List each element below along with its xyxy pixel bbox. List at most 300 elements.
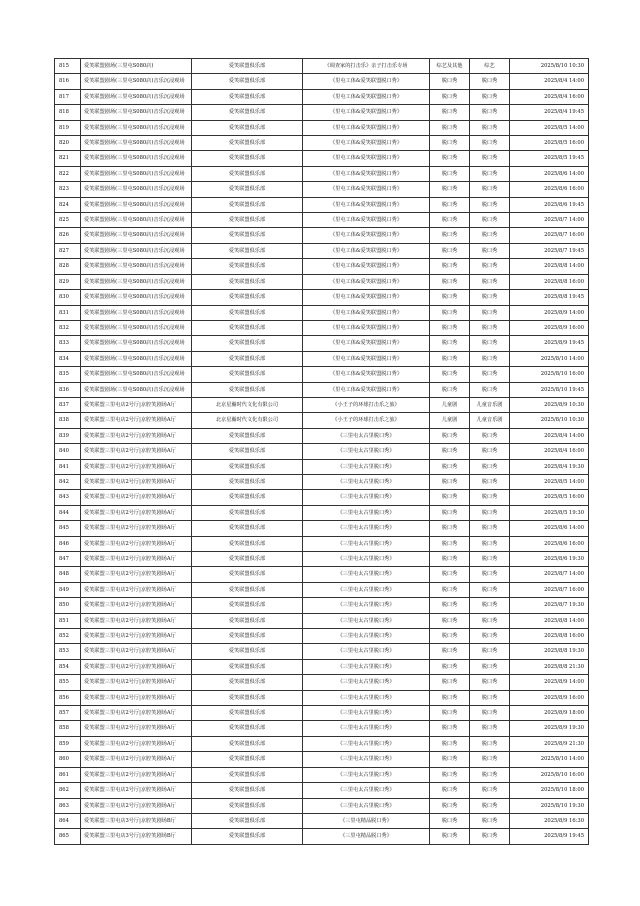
schedule-table (54, 58, 589, 845)
showtime-cell: 2025/8/10 16:00 (510, 367, 589, 382)
show-title-cell: 《里屯工体&爱笑联盟脱口秀》 (303, 259, 430, 274)
show-title-cell: 《三里屯太古里脱口秀》 (303, 629, 430, 644)
category-cell: 脱口秀 (430, 459, 470, 474)
show-title-cell: 《里屯工体&爱笑联盟脱口秀》 (303, 243, 430, 258)
row-number: 842 (55, 474, 81, 489)
row-number: 846 (55, 536, 81, 551)
table-row (55, 367, 589, 382)
subcategory-cell: 综艺 (470, 59, 510, 74)
showtime-cell: 2025/8/6 16:00 (510, 536, 589, 551)
organizer-cell: 爱笑联盟俱乐部 (192, 182, 303, 197)
category-cell: 脱口秀 (430, 629, 470, 644)
organizer-cell: 爱笑联盟俱乐部 (192, 505, 303, 520)
organizer-cell: 爱笑联盟俱乐部 (192, 243, 303, 258)
subcategory-cell: 脱口秀 (470, 521, 510, 536)
organizer-cell: 爱笑联盟俱乐部 (192, 213, 303, 228)
organizer-cell: 爱笑联盟俱乐部 (192, 274, 303, 289)
organizer-cell: 爱笑联盟俱乐部 (192, 120, 303, 135)
venue-cell: 爱笑联盟剧场(三里屯S080店)音乐沉浸观场 (81, 382, 192, 397)
row-number: 829 (55, 274, 81, 289)
showtime-cell: 2025/8/8 14:00 (510, 613, 589, 628)
table-row (55, 120, 589, 135)
venue-cell: 爱笑联盟三里屯店2号厅|京腔笑剧场A厅 (81, 552, 192, 567)
showtime-cell: 2025/8/10 18:00 (510, 783, 589, 798)
showtime-cell: 2025/8/8 19:45 (510, 290, 589, 305)
venue-cell: 爱笑联盟三里屯店2号厅|京腔笑剧场A厅 (81, 428, 192, 443)
table-row (55, 829, 589, 844)
row-number: 818 (55, 105, 81, 120)
category-cell: 脱口秀 (430, 320, 470, 335)
row-number: 851 (55, 613, 81, 628)
venue-cell: 爱笑联盟三里屯店2号厅|京腔笑剧场A厅 (81, 490, 192, 505)
table-row (55, 89, 589, 104)
showtime-cell: 2025/8/9 16:30 (510, 813, 589, 828)
row-number: 843 (55, 490, 81, 505)
show-title-cell: 《三里屯太古里脱口秀》 (303, 613, 430, 628)
showtime-cell: 2025/8/5 16:00 (510, 490, 589, 505)
organizer-cell: 爱笑联盟俱乐部 (192, 336, 303, 351)
category-cell: 脱口秀 (430, 74, 470, 89)
show-title-cell: 《里屯工体&爱笑联盟脱口秀》 (303, 74, 430, 89)
table-row (55, 521, 589, 536)
subcategory-cell: 脱口秀 (470, 336, 510, 351)
row-number: 827 (55, 243, 81, 258)
category-cell: 脱口秀 (430, 567, 470, 582)
category-cell: 脱口秀 (430, 644, 470, 659)
category-cell: 脱口秀 (430, 798, 470, 813)
showtime-cell: 2025/8/5 19:30 (510, 505, 589, 520)
row-number: 852 (55, 629, 81, 644)
organizer-cell: 爱笑联盟俱乐部 (192, 813, 303, 828)
venue-cell: 爱笑联盟剧场(三里屯S080店)音乐沉浸观场 (81, 243, 192, 258)
row-number: 822 (55, 166, 81, 181)
table-row (55, 397, 589, 412)
venue-cell: 爱笑联盟三里屯店2号厅|京腔笑剧场A厅 (81, 721, 192, 736)
organizer-cell: 爱笑联盟俱乐部 (192, 151, 303, 166)
organizer-cell: 爱笑联盟俱乐部 (192, 166, 303, 181)
subcategory-cell: 脱口秀 (470, 166, 510, 181)
showtime-cell: 2025/8/9 14:00 (510, 305, 589, 320)
showtime-cell: 2025/8/9 19:45 (510, 829, 589, 844)
row-number: 815 (55, 59, 81, 74)
showtime-cell: 2025/8/5 14:00 (510, 120, 589, 135)
organizer-cell: 爱笑联盟俱乐部 (192, 105, 303, 120)
organizer-cell: 爱笑联盟俱乐部 (192, 721, 303, 736)
row-number: 863 (55, 798, 81, 813)
showtime-cell: 2025/8/9 19:30 (510, 721, 589, 736)
organizer-cell: 爱笑联盟俱乐部 (192, 74, 303, 89)
category-cell: 儿童剧 (430, 413, 470, 428)
showtime-cell: 2025/8/4 19:45 (510, 105, 589, 120)
row-number: 861 (55, 767, 81, 782)
subcategory-cell: 脱口秀 (470, 444, 510, 459)
subcategory-cell: 脱口秀 (470, 505, 510, 520)
row-number: 859 (55, 736, 81, 751)
table-row (55, 166, 589, 181)
table-row (55, 552, 589, 567)
showtime-cell: 2025/8/9 14:00 (510, 675, 589, 690)
venue-cell: 爱笑联盟剧场(三里屯S080店)音乐沉浸观场 (81, 120, 192, 135)
subcategory-cell: 脱口秀 (470, 151, 510, 166)
venue-cell: 爱笑联盟剧场(三里屯S080店)音乐沉浸观场 (81, 228, 192, 243)
subcategory-cell: 脱口秀 (470, 120, 510, 135)
category-cell: 脱口秀 (430, 767, 470, 782)
organizer-cell: 爱笑联盟俱乐部 (192, 351, 303, 366)
table-row (55, 474, 589, 489)
show-title-cell: 《里屯工体&爱笑联盟脱口秀》 (303, 290, 430, 305)
subcategory-cell: 脱口秀 (470, 274, 510, 289)
table-row (55, 813, 589, 828)
show-title-cell: 《三里屯太古里脱口秀》 (303, 474, 430, 489)
subcategory-cell: 脱口秀 (470, 613, 510, 628)
organizer-cell: 爱笑联盟俱乐部 (192, 613, 303, 628)
subcategory-cell: 脱口秀 (470, 629, 510, 644)
row-number: 848 (55, 567, 81, 582)
subcategory-cell: 脱口秀 (470, 367, 510, 382)
showtime-cell: 2025/8/9 21:30 (510, 736, 589, 751)
show-title-cell: 《里屯工体&爱笑联盟脱口秀》 (303, 274, 430, 289)
show-title-cell: 《里屯工体&爱笑联盟脱口秀》 (303, 197, 430, 212)
category-cell: 综艺及其他 (430, 59, 470, 74)
organizer-cell: 爱笑联盟俱乐部 (192, 459, 303, 474)
organizer-cell: 爱笑联盟俱乐部 (192, 767, 303, 782)
show-title-cell: 《里屯工体&爱笑联盟脱口秀》 (303, 228, 430, 243)
show-title-cell: 《调查家的打击乐》亲子打击乐专场 (303, 59, 430, 74)
row-number: 834 (55, 351, 81, 366)
venue-cell: 爱笑联盟三里屯店2号厅|京腔笑剧场A厅 (81, 767, 192, 782)
show-title-cell: 《三里屯太古里脱口秀》 (303, 552, 430, 567)
venue-cell: 爱笑联盟剧场(三里屯S080店)音乐沉浸观场 (81, 213, 192, 228)
show-title-cell: 《里屯工体&爱笑联盟脱口秀》 (303, 382, 430, 397)
row-number: 845 (55, 521, 81, 536)
row-number: 832 (55, 320, 81, 335)
row-number: 855 (55, 675, 81, 690)
subcategory-cell: 脱口秀 (470, 721, 510, 736)
row-number: 839 (55, 428, 81, 443)
category-cell: 脱口秀 (430, 783, 470, 798)
category-cell: 脱口秀 (430, 721, 470, 736)
venue-cell: 爱笑联盟剧场(三里屯S080店)音乐沉浸观场 (81, 74, 192, 89)
organizer-cell: 爱笑联盟俱乐部 (192, 675, 303, 690)
organizer-cell: 爱笑联盟俱乐部 (192, 428, 303, 443)
organizer-cell: 爱笑联盟俱乐部 (192, 290, 303, 305)
subcategory-cell: 脱口秀 (470, 197, 510, 212)
table-row (55, 382, 589, 397)
show-title-cell: 《三里屯太古里脱口秀》 (303, 706, 430, 721)
showtime-cell: 2025/8/4 16:00 (510, 444, 589, 459)
venue-cell: 爱笑联盟剧场(三里屯S080店)音乐沉浸观场 (81, 259, 192, 274)
venue-cell: 爱笑联盟三里屯店2号厅|京腔笑剧场A厅 (81, 783, 192, 798)
category-cell: 脱口秀 (430, 736, 470, 751)
table-row (55, 74, 589, 89)
showtime-cell: 2025/8/6 14:00 (510, 521, 589, 536)
venue-cell: 爱笑联盟剧场(三里屯S080店)音乐沉浸观场 (81, 197, 192, 212)
showtime-cell: 2025/8/9 16:00 (510, 690, 589, 705)
venue-cell: 爱笑联盟剧场(三里屯S080店)音乐沉浸观场 (81, 136, 192, 151)
venue-cell: 爱笑联盟剧场(三里屯S080店)音乐沉浸观场 (81, 274, 192, 289)
category-cell: 脱口秀 (430, 243, 470, 258)
row-number: 819 (55, 120, 81, 135)
showtime-cell: 2025/8/10 14:00 (510, 752, 589, 767)
show-title-cell: 《三里屯太古里脱口秀》 (303, 598, 430, 613)
category-cell: 脱口秀 (430, 490, 470, 505)
showtime-cell: 2025/8/9 16:00 (510, 320, 589, 335)
showtime-cell: 2025/8/6 19:45 (510, 197, 589, 212)
category-cell: 脱口秀 (430, 444, 470, 459)
subcategory-cell: 脱口秀 (470, 459, 510, 474)
row-number: 823 (55, 182, 81, 197)
show-title-cell: 《小王子的环球打击乐之旅》 (303, 413, 430, 428)
showtime-cell: 2025/8/10 16:00 (510, 767, 589, 782)
subcategory-cell: 脱口秀 (470, 351, 510, 366)
row-number: 849 (55, 582, 81, 597)
organizer-cell: 爱笑联盟俱乐部 (192, 582, 303, 597)
subcategory-cell: 脱口秀 (470, 706, 510, 721)
subcategory-cell: 脱口秀 (470, 213, 510, 228)
subcategory-cell: 脱口秀 (470, 243, 510, 258)
show-title-cell: 《三里屯太古里脱口秀》 (303, 675, 430, 690)
show-title-cell: 《三里屯太古里脱口秀》 (303, 521, 430, 536)
venue-cell: 爱笑联盟剧场(三里屯S080店)音乐沉浸观场 (81, 166, 192, 181)
subcategory-cell: 脱口秀 (470, 552, 510, 567)
venue-cell: 爱笑联盟剧场(三里屯S080店)音乐沉浸观场 (81, 89, 192, 104)
category-cell: 脱口秀 (430, 613, 470, 628)
category-cell: 脱口秀 (430, 182, 470, 197)
show-title-cell: 《里屯工体&爱笑联盟脱口秀》 (303, 105, 430, 120)
table-row (55, 136, 589, 151)
row-number: 836 (55, 382, 81, 397)
category-cell: 脱口秀 (430, 305, 470, 320)
showtime-cell: 2025/8/8 16:00 (510, 629, 589, 644)
subcategory-cell: 脱口秀 (470, 644, 510, 659)
organizer-cell: 爱笑联盟俱乐部 (192, 798, 303, 813)
table-row (55, 351, 589, 366)
showtime-cell: 2025/8/10 19:30 (510, 798, 589, 813)
row-number: 817 (55, 89, 81, 104)
category-cell: 脱口秀 (430, 474, 470, 489)
row-number: 830 (55, 290, 81, 305)
category-cell: 脱口秀 (430, 598, 470, 613)
table-row (55, 290, 589, 305)
show-title-cell: 《里屯工体&爱笑联盟脱口秀》 (303, 320, 430, 335)
category-cell: 脱口秀 (430, 813, 470, 828)
show-title-cell: 《三里屯太古里脱口秀》 (303, 490, 430, 505)
organizer-cell: 爱笑联盟俱乐部 (192, 259, 303, 274)
show-title-cell: 《里屯工体&爱笑联盟脱口秀》 (303, 136, 430, 151)
venue-cell: 爱笑联盟三里屯店2号厅|京腔笑剧场A厅 (81, 582, 192, 597)
category-cell: 脱口秀 (430, 336, 470, 351)
table-row (55, 644, 589, 659)
venue-cell: 爱笑联盟三里屯店2号厅|京腔笑剧场A厅 (81, 690, 192, 705)
category-cell: 脱口秀 (430, 582, 470, 597)
venue-cell: 爱笑联盟三里屯店2号厅|京腔笑剧场A厅 (81, 736, 192, 751)
showtime-cell: 2025/8/9 18:00 (510, 706, 589, 721)
venue-cell: 爱笑联盟剧场(三里屯S080店) (81, 59, 192, 74)
table-row (55, 767, 589, 782)
show-title-cell: 《里屯工体&爱笑联盟脱口秀》 (303, 182, 430, 197)
table-row (55, 675, 589, 690)
subcategory-cell: 脱口秀 (470, 89, 510, 104)
subcategory-cell: 脱口秀 (470, 305, 510, 320)
venue-cell: 爱笑联盟三里屯店2号厅|京腔笑剧场A厅 (81, 706, 192, 721)
category-cell: 脱口秀 (430, 89, 470, 104)
organizer-cell: 爱笑联盟俱乐部 (192, 598, 303, 613)
table-row (55, 320, 589, 335)
organizer-cell: 爱笑联盟俱乐部 (192, 197, 303, 212)
venue-cell: 爱笑联盟剧场(三里屯S080店)音乐沉浸观场 (81, 105, 192, 120)
row-number: 835 (55, 367, 81, 382)
category-cell: 脱口秀 (430, 290, 470, 305)
venue-cell: 爱笑联盟三里屯店2号厅|京腔笑剧场A厅 (81, 675, 192, 690)
venue-cell: 爱笑联盟三里屯店2号厅|京腔笑剧场A厅 (81, 798, 192, 813)
category-cell: 脱口秀 (430, 197, 470, 212)
show-title-cell: 《里屯工体&爱笑联盟脱口秀》 (303, 89, 430, 104)
venue-cell: 爱笑联盟三里屯店2号厅|京腔笑剧场A厅 (81, 629, 192, 644)
venue-cell: 爱笑联盟剧场(三里屯S080店)音乐沉浸观场 (81, 336, 192, 351)
showtime-cell: 2025/8/10 10:30 (510, 59, 589, 74)
row-number: 831 (55, 305, 81, 320)
venue-cell: 爱笑联盟剧场(三里屯S080店)音乐沉浸观场 (81, 320, 192, 335)
show-title-cell: 《里屯工体&爱笑联盟脱口秀》 (303, 367, 430, 382)
category-cell: 脱口秀 (430, 351, 470, 366)
table-row (55, 59, 589, 74)
venue-cell: 爱笑联盟三里屯店2号厅|京腔笑剧场A厅 (81, 459, 192, 474)
venue-cell: 爱笑联盟剧场(三里屯S080店)音乐沉浸观场 (81, 351, 192, 366)
subcategory-cell: 脱口秀 (470, 690, 510, 705)
venue-cell: 爱笑联盟剧场(三里屯S080店)音乐沉浸观场 (81, 305, 192, 320)
showtime-cell: 2025/8/9 19:45 (510, 336, 589, 351)
subcategory-cell: 脱口秀 (470, 582, 510, 597)
venue-cell: 爱笑联盟三里屯店3号厅|京腔笑剧场B厅 (81, 813, 192, 828)
row-number: 837 (55, 397, 81, 412)
show-title-cell: 《三里屯太古里脱口秀》 (303, 798, 430, 813)
category-cell: 脱口秀 (430, 536, 470, 551)
venue-cell: 爱笑联盟三里屯店2号厅|京腔笑剧场A厅 (81, 536, 192, 551)
show-title-cell: 《三里屯太古里脱口秀》 (303, 505, 430, 520)
subcategory-cell: 脱口秀 (470, 320, 510, 335)
table-row (55, 413, 589, 428)
row-number: 840 (55, 444, 81, 459)
organizer-cell: 爱笑联盟俱乐部 (192, 706, 303, 721)
row-number: 854 (55, 659, 81, 674)
venue-cell: 爱笑联盟三里屯店2号厅|京腔笑剧场A厅 (81, 505, 192, 520)
subcategory-cell: 脱口秀 (470, 382, 510, 397)
showtime-cell: 2025/8/7 19:30 (510, 598, 589, 613)
organizer-cell: 爱笑联盟俱乐部 (192, 659, 303, 674)
table-row (55, 197, 589, 212)
row-number: 847 (55, 552, 81, 567)
row-number: 844 (55, 505, 81, 520)
subcategory-cell: 脱口秀 (470, 536, 510, 551)
schedule-table-body (55, 59, 589, 845)
venue-cell: 爱笑联盟三里屯店2号厅|京腔笑剧场A厅 (81, 474, 192, 489)
row-number: 853 (55, 644, 81, 659)
show-title-cell: 《三里屯太古里脱口秀》 (303, 582, 430, 597)
category-cell: 脱口秀 (430, 136, 470, 151)
category-cell: 脱口秀 (430, 706, 470, 721)
showtime-cell: 2025/8/4 16:00 (510, 89, 589, 104)
showtime-cell: 2025/8/7 16:00 (510, 228, 589, 243)
row-number: 838 (55, 413, 81, 428)
show-title-cell: 《三里屯太古里脱口秀》 (303, 459, 430, 474)
showtime-cell: 2025/8/5 16:00 (510, 136, 589, 151)
table-row (55, 798, 589, 813)
subcategory-cell: 脱口秀 (470, 567, 510, 582)
subcategory-cell: 脱口秀 (470, 752, 510, 767)
row-number: 856 (55, 690, 81, 705)
table-row (55, 567, 589, 582)
subcategory-cell: 脱口秀 (470, 675, 510, 690)
organizer-cell: 爱笑联盟俱乐部 (192, 490, 303, 505)
row-number: 820 (55, 136, 81, 151)
category-cell: 脱口秀 (430, 213, 470, 228)
row-number: 828 (55, 259, 81, 274)
subcategory-cell: 脱口秀 (470, 428, 510, 443)
category-cell: 脱口秀 (430, 228, 470, 243)
category-cell: 脱口秀 (430, 151, 470, 166)
organizer-cell: 爱笑联盟俱乐部 (192, 382, 303, 397)
organizer-cell: 爱笑联盟俱乐部 (192, 367, 303, 382)
organizer-cell: 爱笑联盟俱乐部 (192, 552, 303, 567)
subcategory-cell: 脱口秀 (470, 813, 510, 828)
category-cell: 脱口秀 (430, 752, 470, 767)
subcategory-cell: 脱口秀 (470, 74, 510, 89)
show-title-cell: 《三里屯太古里脱口秀》 (303, 752, 430, 767)
table-row (55, 505, 589, 520)
row-number: 816 (55, 74, 81, 89)
showtime-cell: 2025/8/9 10:30 (510, 397, 589, 412)
organizer-cell: 爱笑联盟俱乐部 (192, 59, 303, 74)
category-cell: 脱口秀 (430, 105, 470, 120)
venue-cell: 爱笑联盟剧场(三里屯S080店)音乐沉浸观场 (81, 290, 192, 305)
table-row (55, 151, 589, 166)
table-row (55, 336, 589, 351)
table-row (55, 444, 589, 459)
table-row (55, 213, 589, 228)
subcategory-cell: 脱口秀 (470, 490, 510, 505)
subcategory-cell: 儿童音乐剧 (470, 397, 510, 412)
show-title-cell: 《里屯工体&爱笑联盟脱口秀》 (303, 305, 430, 320)
venue-cell: 爱笑联盟三里屯店2号厅|京腔笑剧场A厅 (81, 613, 192, 628)
showtime-cell: 2025/8/10 10:30 (510, 413, 589, 428)
table-row (55, 459, 589, 474)
table-row (55, 228, 589, 243)
table-row (55, 598, 589, 613)
show-title-cell: 《三里屯太古里脱口秀》 (303, 721, 430, 736)
category-cell: 脱口秀 (430, 367, 470, 382)
organizer-cell: 北京星瀚时代文化有限公司 (192, 413, 303, 428)
table-row (55, 783, 589, 798)
organizer-cell: 爱笑联盟俱乐部 (192, 752, 303, 767)
venue-cell: 爱笑联盟三里屯店2号厅|京腔笑剧场A厅 (81, 598, 192, 613)
table-row (55, 182, 589, 197)
category-cell: 脱口秀 (430, 120, 470, 135)
show-title-cell: 《里屯工体&爱笑联盟脱口秀》 (303, 166, 430, 181)
table-row (55, 490, 589, 505)
subcategory-cell: 脱口秀 (470, 659, 510, 674)
showtime-cell: 2025/8/7 16:00 (510, 582, 589, 597)
subcategory-cell: 脱口秀 (470, 783, 510, 798)
venue-cell: 爱笑联盟剧场(三里屯S080店)音乐沉浸观场 (81, 367, 192, 382)
row-number: 826 (55, 228, 81, 243)
showtime-cell: 2025/8/7 14:00 (510, 567, 589, 582)
category-cell: 脱口秀 (430, 521, 470, 536)
category-cell: 脱口秀 (430, 690, 470, 705)
show-title-cell: 《三里屯太古里脱口秀》 (303, 536, 430, 551)
show-title-cell: 《里屯工体&爱笑联盟脱口秀》 (303, 120, 430, 135)
organizer-cell: 爱笑联盟俱乐部 (192, 536, 303, 551)
table-row (55, 736, 589, 751)
